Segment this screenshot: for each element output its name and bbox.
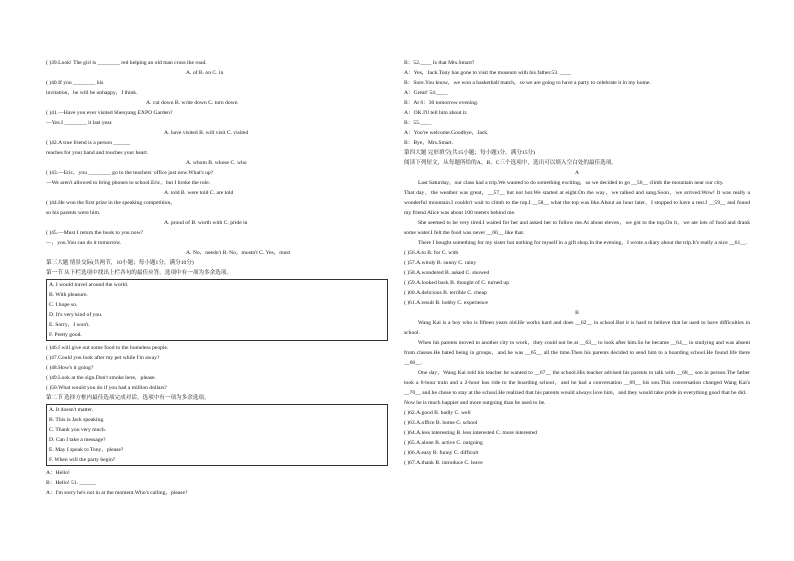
question-41: ( )41.—Have you ever visited Shenyang EXPO Garden? bbox=[46, 110, 173, 116]
passage-a-question: ( )59.A.looked back B. thought of C. turned up bbox=[404, 280, 510, 286]
passage-a-question: ( )56.A.to B. for C. with bbox=[404, 250, 459, 256]
right-column bbox=[404, 58, 750, 468]
box-1-option: B. With pleasure. bbox=[49, 292, 88, 298]
question-46: ( )46.I will give out some food to the homeless people. bbox=[46, 345, 169, 351]
section-4-instructions: 阅读下列短文，从每题所给的A、B、C三个选项中，选出可以填入空白处的最佳选项。 bbox=[404, 160, 617, 166]
question-40-options: A. cut down B. write down C. turn down bbox=[146, 100, 238, 106]
passage-a-paragraph: There I bought something for my sister but nothing for myself in a gift shop.In the evening，I wrote a diary about the trip.It's really a nice __61__. bbox=[418, 240, 748, 246]
passage-a-label: A bbox=[574, 170, 580, 176]
section-3-part-2: 第二节 选择方框内最佳选项完成对话。选项中有一项为多余选项。 bbox=[46, 395, 210, 401]
question-41-options: A. have visited B. will visit C. visited bbox=[164, 130, 249, 136]
dialogue-line: A：I'm sorry he's not in at the moment.Who's calling，please? bbox=[46, 490, 188, 496]
dialogue-line: B：Bye，Mrs.Smart. bbox=[404, 140, 454, 146]
question-42-options: A. whom B. whose C. who bbox=[186, 160, 247, 166]
question-42: ( )42.A true friend is a person ______ bbox=[46, 140, 131, 146]
dialogue-line: B：Hello! 51. ______ bbox=[46, 480, 97, 486]
passage-a-question: ( )60.A.delicious B. terrible C. cheap bbox=[404, 290, 487, 296]
dialogue-line: A：You're welcome.Goodbye，Jack. bbox=[404, 130, 489, 136]
answer-box-2 bbox=[46, 404, 388, 466]
question-43: ( )43.—Eric，you ________ go to the teachers' office just now.What's up? bbox=[46, 170, 214, 176]
section-3-part-1: 第一节 从下栏选项中找出上栏各句的最佳应答。选项中有一项为多余选项。 bbox=[46, 270, 232, 276]
box-2-option: D. Can I take a message? bbox=[49, 437, 106, 443]
dialogue-line: B：Sure.You know，we won a basketball match，so we are going to have a party to celebrate it in my home. bbox=[404, 80, 651, 86]
box-1-option: F. Pretty good. bbox=[49, 332, 82, 338]
passage-b-question: ( )65.A.alone B. active C. outgoing bbox=[404, 440, 483, 446]
question-47: ( )47.Could you look after my pet while I'm away? bbox=[46, 355, 160, 361]
box-2-option: B. This is Jack speaking. bbox=[49, 417, 105, 423]
box-1-option: A. I would travel around the world. bbox=[49, 282, 129, 288]
question-45: ( )45.—Must I return the book to you now? bbox=[46, 230, 144, 236]
left-column bbox=[46, 58, 388, 498]
question-48: ( )48.How's it going? bbox=[46, 365, 94, 371]
passage-b-paragraph: One day，Wang Kai told his teacher he wanted to __67__ the school.His teacher advised his parents to talk with __68__ son in person.The father took a 6-hour train and a 2-hour bus ride to the boarding school，and he had a conversation __69__ his son.This conversation changed Wang Kai's __70__ and he chose to stay at the school.He realized that his parents would always love him，and they would take pride in everything good that he did. bbox=[404, 370, 750, 396]
box-2-option: F. When will the party begin? bbox=[49, 457, 116, 463]
box-2-option: E. May I speak to Tony，please? bbox=[49, 447, 124, 453]
dialogue-line: A：OK.I'll tell him about it. bbox=[404, 110, 468, 116]
dialogue-line: A：Yes，Jack.Tony has gone to visit the museum with his father.53. ____ bbox=[404, 70, 571, 76]
box-1-option: E. Sorry，I won't. bbox=[49, 322, 91, 328]
passage-a-question: ( )58.A.wondered B. asked C. showed bbox=[404, 270, 490, 276]
passage-a-question: ( )61.A.result B. hobby C. experience bbox=[404, 300, 489, 306]
passage-b-paragraph: Wang Kai is a boy who is fifteen years old.He works hard and does __62__ in school.But it is hard to believe that he used to have difficulties in school. bbox=[404, 320, 750, 336]
passage-a-paragraph: That day，the weather was great，__57__ but not hot.We started at eight.On the way，we talked and sang.Soon，we arrived.Wow! It was really a wonderful mountain.I couldn't wait to climb to the top.I __58__ what the top was like.About an hour later，I stopped to have a rest.I __59__ and found my friend Alice was about 100 meters behind me. bbox=[404, 190, 750, 216]
passage-b-question: ( )63.A.office B. home C. school bbox=[404, 420, 478, 426]
box-1-option: D. It's very kind of you. bbox=[49, 312, 103, 318]
passage-b-question: ( )62.A.good B. badly C. well bbox=[404, 410, 471, 416]
question-43-options: A. told B. were told C. are told bbox=[164, 190, 234, 196]
passage-b-question: ( )66.A.easy B. funny C. difficult bbox=[404, 450, 479, 456]
passage-a-question: ( )57.A.windy B. sunny C. rainy bbox=[404, 260, 477, 266]
question-39-options: A. of B. on C. in bbox=[186, 70, 224, 76]
question-44-cont: so his parents were him. bbox=[46, 210, 101, 216]
section-4-title: 第四大题 完形填空(共15小题；每小题1分，满分15分) bbox=[404, 150, 535, 156]
dialogue-line: B：At 6：30 tomorrow evening. bbox=[404, 100, 479, 106]
box-2-option: C. Thank you very much. bbox=[49, 427, 107, 433]
question-40-cont: invitation，he will be unhappy，I think. bbox=[46, 90, 138, 96]
dialogue-line: A：Hello! bbox=[46, 470, 70, 476]
passage-a-paragraph: She seemed to be very tired.I waited for her and asked her to follow me.At about eleven，we got to the top.On it，we ate lots of food and drank some water.I felt the food was never __60__ like that. bbox=[404, 220, 750, 236]
dialogue-line: B：52.____ Is that Mrs.Smart? bbox=[404, 60, 475, 66]
question-50: ( )50.What would you do if you had a million dollars? bbox=[46, 385, 168, 391]
question-44: ( )44.He won the first prize in the speaking competition， bbox=[46, 200, 176, 206]
question-44-options: A. proud of B. worth with C. pride in bbox=[164, 220, 248, 226]
question-43-cont: —We aren't allowed to bring phones to school.Eric，but I broke the rule. bbox=[46, 180, 211, 186]
dialogue-line: B：55.____ bbox=[404, 120, 432, 126]
dialogue-line: A：Great! 54.____ bbox=[404, 90, 448, 96]
section-3-title: 第三大题 情景交际(共两节，10小题；每小题1分，满分10分) bbox=[46, 260, 194, 266]
passage-b-paragraph: Now he is much happier and more outgoing than he used to be. bbox=[404, 400, 546, 406]
question-45-options: A. No，needn't B. No，mustn't C. Yes，must bbox=[186, 250, 291, 256]
passage-a-paragraph: Last Saturday，our class had a trip.We wanted to do something exciting，so we decided to go __56__ climb the mountain near our city. bbox=[418, 180, 724, 186]
answer-box-1 bbox=[46, 279, 388, 341]
passage-b-label: B bbox=[575, 310, 579, 316]
question-40: ( )40.If you ________ his bbox=[46, 80, 104, 86]
question-42-cont: reaches for your hand and touches your heart. bbox=[46, 150, 149, 156]
box-2-option: A. It doesn't matter. bbox=[49, 407, 94, 413]
passage-b-question: ( )64.A.less interesting B. less interested C. more interested bbox=[404, 430, 537, 436]
box-1-option: C. I hope so. bbox=[49, 302, 78, 308]
question-45-cont: —，you.You can do it tomorrow. bbox=[46, 240, 122, 246]
question-39: ( )39.Look! The girl is ________ red helping an old man cross the road. bbox=[46, 60, 207, 66]
passage-b-question: ( )67.A.thank B. introduce C. leave bbox=[404, 460, 483, 466]
passage-b-paragraph: When his parents moved to another city to work，they could not be at __63__ to look after him.So he became __64__ in studying and was absent from classes.He hated being in groups，and he was __65__ all the time.Then his parents decided to send him to a boarding school.He found life there __66__. bbox=[404, 340, 750, 366]
question-49: ( )49.Look at the sign.Don't smoke here，please. bbox=[46, 375, 156, 381]
question-41-cont: —Yes.I ________ it last year. bbox=[46, 120, 113, 126]
